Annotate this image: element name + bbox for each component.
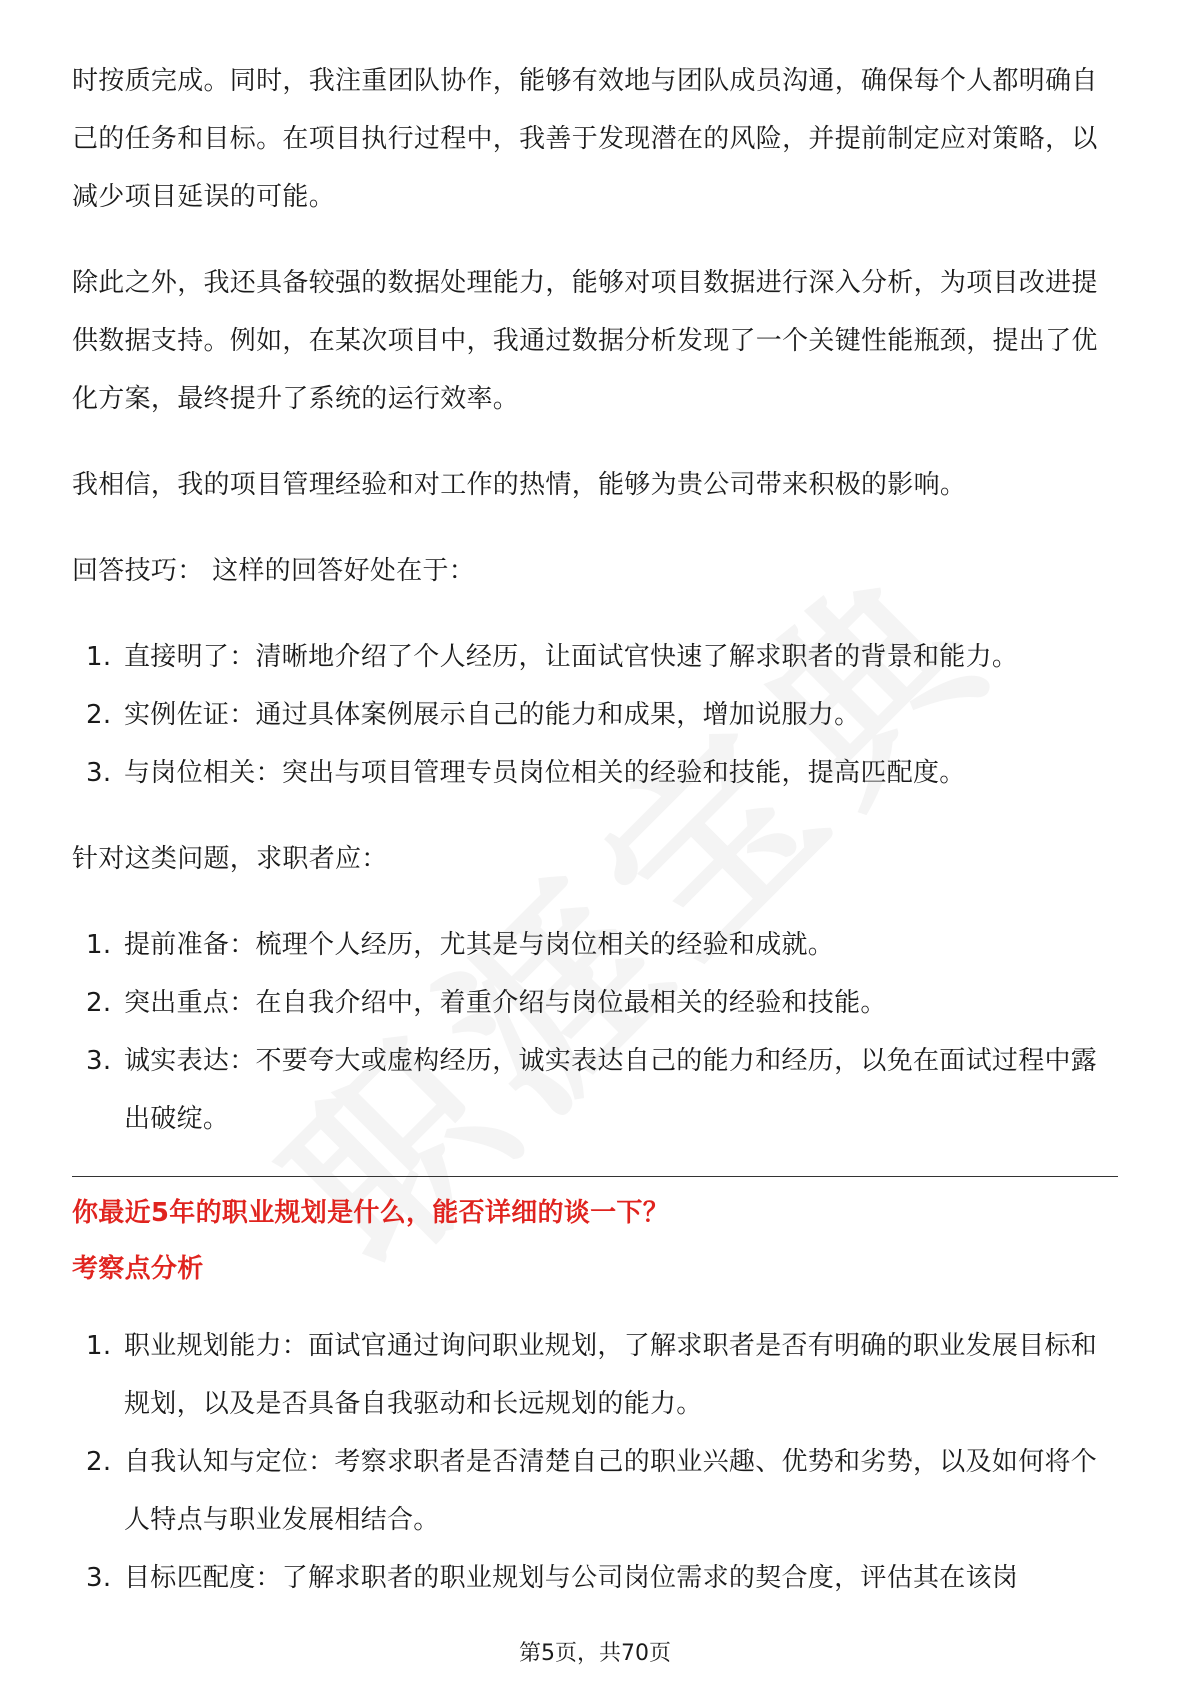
analysis-heading: 考察点分析 [72, 1254, 204, 1284]
advice-list [72, 916, 1118, 1148]
list-text: 突出重点：在自我介绍中，着重介绍与岗位最相关的经验和技能。 [124, 988, 887, 1018]
list-item [72, 1433, 1118, 1549]
list-text: 与岗位相关：突出与项目管理专员岗位相关的经验和技能，提高匹配度。 [124, 758, 966, 788]
list-number: 3. [86, 1563, 112, 1593]
list-number: 2. [86, 988, 112, 1018]
list-item [72, 1549, 1118, 1607]
list-number: 2. [86, 700, 112, 730]
list-text: 实例佐证：通过具体案例展示自己的能力和成果，增加说服力。 [124, 700, 861, 730]
question-heading: 你最近5年的职业规划是什么，能否详细的谈一下？ [72, 1198, 669, 1228]
list-item [72, 974, 1118, 1032]
list-item [72, 628, 1118, 686]
tips-list [72, 628, 1118, 802]
list-number: 1. [86, 642, 112, 672]
page-footer: 第5页，共70页 [519, 1641, 671, 1666]
analysis-list [72, 1317, 1118, 1607]
tips-intro: 回答技巧： 这样的回答好处在于： [72, 556, 476, 586]
list-item [72, 686, 1118, 744]
list-text: 直接明了：清晰地介绍了个人经历，让面试官快速了解求职者的背景和能力。 [124, 642, 1019, 672]
list-text: 诚实表达：不要夸大或虚构经历，诚实表达自己的能力和经历，以免在面试过程中露出破绽。 [124, 1046, 1098, 1134]
paragraph: 时按质完成。同时，我注重团队协作，能够有效地与团队成员沟通，确保每个人都明确自己的任务和目标。在项目执行过程中，我善于发现潜在的风险，并提前制定应对策略，以减少项目延误的可能。 [72, 66, 1098, 212]
list-text: 提前准备：梳理个人经历，尤其是与岗位相关的经验和成就。 [124, 930, 835, 960]
list-item [72, 916, 1118, 974]
list-item [72, 1317, 1118, 1433]
list-item [72, 1032, 1118, 1148]
advice-intro: 针对这类问题，求职者应： [72, 844, 388, 874]
list-number: 1. [86, 930, 112, 960]
list-item [72, 744, 1118, 802]
list-number: 3. [86, 1046, 112, 1076]
list-number: 2. [86, 1447, 112, 1477]
document-body [72, 52, 1118, 1635]
list-number: 1. [86, 1331, 112, 1361]
list-number: 3. [86, 758, 112, 788]
list-text: 职业规划能力：面试官通过询问职业规划，了解求职者是否有明确的职业发展目标和规划，以及是否具备自我驱动和长远规划的能力。 [124, 1331, 1098, 1419]
section-divider [72, 1176, 1118, 1177]
list-text: 目标匹配度：了解求职者的职业规划与公司岗位需求的契合度，评估其在该岗 [124, 1563, 1019, 1593]
list-text: 自我认知与定位：考察求职者是否清楚自己的职业兴趣、优势和劣势，以及如何将个人特点与职业发展相结合。 [124, 1447, 1098, 1535]
paragraph: 除此之外，我还具备较强的数据处理能力，能够对项目数据进行深入分析，为项目改进提供数据支持。例如，在某次项目中，我通过数据分析发现了一个关键性能瓶颈，提出了优化方案，最终提升了系统的运行效率。 [72, 268, 1098, 414]
paragraph: 我相信，我的项目管理经验和对工作的热情，能够为贵公司带来积极的影响。 [72, 470, 967, 500]
